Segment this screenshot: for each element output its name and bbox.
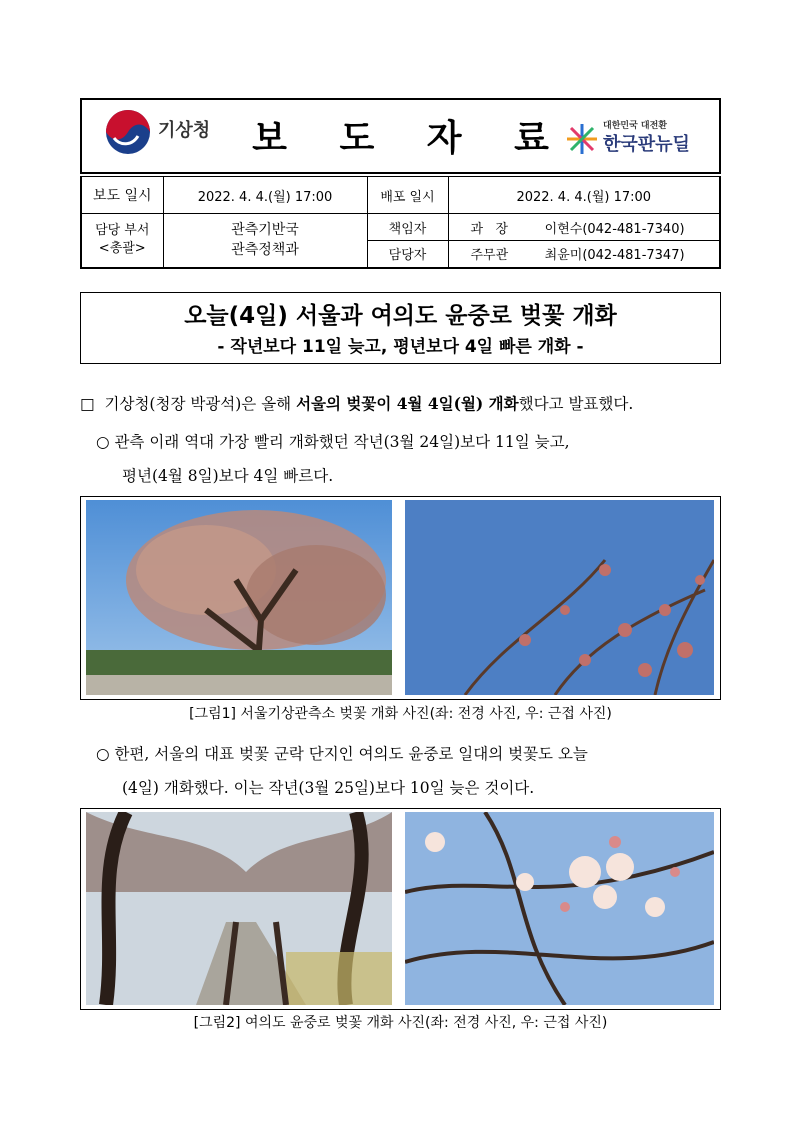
cherry-blossom-closeup-image (405, 500, 714, 695)
headline-title: 오늘(4일) 서울과 여의도 윤중로 벚꽃 개화 (184, 303, 617, 329)
headline-box (80, 292, 721, 364)
header-banner (80, 98, 721, 174)
new-deal-star-icon (565, 122, 599, 156)
paragraph-yeouido-line2: (4일) 개화했다. 이는 작년(3월 25일)보다 10일 늦은 것이다. (122, 779, 535, 797)
responsible-title: 과 장 (470, 221, 509, 237)
paragraph-yeouido-line1: ○ 한편, 서울의 대표 벚꽃 군락 단지인 여의도 윤중로 일대의 벚꽃도 오늘 (96, 745, 588, 763)
paragraph-comparison-line2: 평년(4월 8일)보다 4일 빠르다. (122, 467, 334, 485)
responsible-contact: 이현수(042-481-7340) (544, 221, 685, 237)
distribution-label: 배포 일시 (367, 177, 448, 214)
brand-tagline: 대한민국 대전환 (603, 121, 667, 131)
p1-text-pre: □ 기상청(청장 박광석)은 올해 (80, 395, 297, 413)
p1-text-bold: 서울의 벚꽃이 4월 4일(월) 개화 (296, 394, 519, 413)
p1-text-post: 했다고 발표했다. (518, 395, 634, 413)
figure1-left-photo (86, 500, 392, 695)
contact-cell (448, 241, 720, 268)
figure2-left-photo (86, 812, 392, 1005)
contact-title: 주무관 (470, 248, 509, 264)
responsible-label: 책임자 (367, 214, 448, 241)
agency-name: 기상청 (158, 120, 211, 141)
figure2-right-photo (405, 812, 714, 1005)
release-info-table (80, 176, 721, 269)
figure2-caption: [그림2] 여의도 윤중로 벚꽃 개화 사진(좌: 전경 사진, 우: 근접 사진) (193, 1015, 608, 1031)
figure1-caption: [그림1] 서울기상관측소 벚꽃 개화 사진(좌: 전경 사진, 우: 근접 사진) (189, 706, 612, 722)
korean-new-deal-logo (565, 116, 705, 158)
blossom-closeup-image (405, 812, 714, 1005)
press-release-header (80, 98, 721, 268)
dept-name-line1: 관측기반국 (231, 222, 299, 239)
dept-name (163, 214, 367, 268)
release-value: 2022. 4. 4.(월) 17:00 (163, 177, 367, 214)
responsible-cell (448, 214, 720, 241)
paragraph-comparison-line1: ○ 관측 이래 역대 가장 빨리 개화했던 작년(3월 24일)보다 11일 늦고, (96, 433, 570, 451)
dept-label-line2: <총괄> (98, 241, 146, 257)
dept-label (81, 214, 163, 268)
yeouido-road-image (86, 812, 392, 1005)
dept-name-line2: 관측정책과 (231, 242, 299, 259)
distribution-value: 2022. 4. 4.(월) 17:00 (448, 177, 720, 214)
brand-name: 한국판뉴딜 (603, 134, 690, 155)
cherry-tree-wide-image (86, 500, 392, 695)
contact-contact: 최윤미(042-481-7347) (544, 248, 685, 264)
document-type-title: 보 도 자 료 (252, 117, 569, 159)
dept-label-line1: 담당 부서 (95, 223, 150, 239)
figure1-right-photo (405, 500, 714, 695)
headline-subtitle: - 작년보다 11일 늦고, 평년보다 4일 빠른 개화 - (217, 337, 584, 357)
paragraph-announcement (80, 388, 633, 420)
contact-label: 담당자 (367, 241, 448, 268)
release-label: 보도 일시 (81, 177, 163, 214)
